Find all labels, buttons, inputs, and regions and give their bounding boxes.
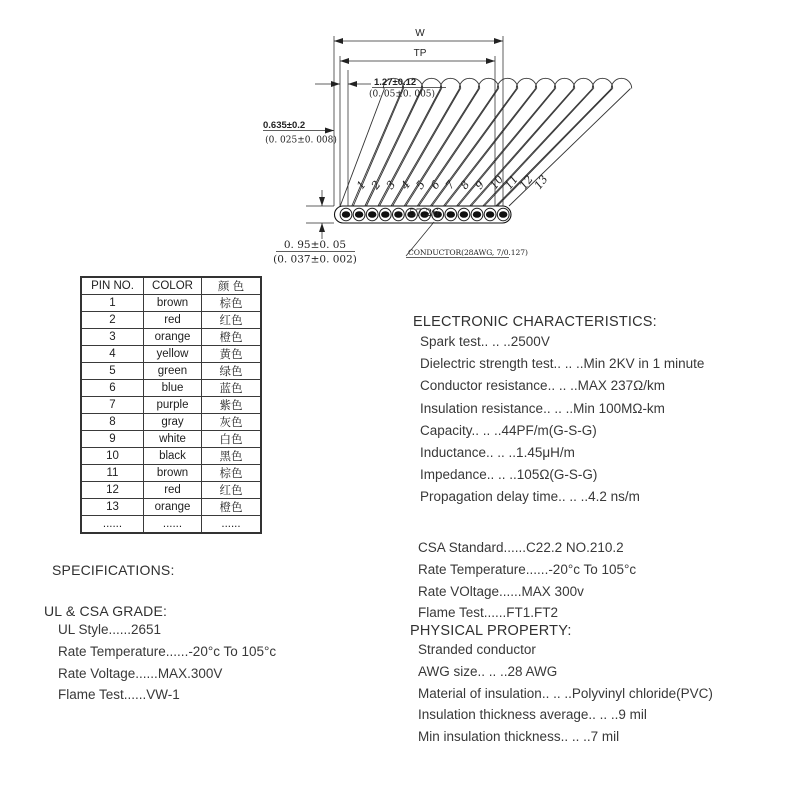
pin-cell: 1 [81, 295, 144, 312]
table-row [81, 448, 261, 465]
spec-line: Capacity.. .. ..44PF/m(G-S-G) [420, 422, 597, 438]
table-row [81, 312, 261, 329]
table-row [81, 414, 261, 431]
color-cell: yellow [144, 346, 202, 363]
spec-line: Rate Voltage......MAX.300V [58, 665, 223, 681]
conductor-core [499, 211, 507, 218]
tube-cap [459, 78, 479, 88]
col-color-cn: 颜 色 [202, 277, 262, 295]
color-cell: red [144, 482, 202, 499]
tube-edge [430, 89, 516, 207]
tube-cap [573, 78, 593, 88]
color-cell: brown [144, 465, 202, 482]
conductor-core [460, 211, 468, 218]
dim-pitch-mm: 1.27±0.12 [374, 77, 417, 88]
table-row [81, 295, 261, 312]
spec-line: Propagation delay time.. .. ..4.2 ns/m [420, 489, 640, 505]
spec-line: Conductor resistance.. .. ..MAX 237Ω/km [420, 378, 665, 394]
pin-cell: 11 [81, 465, 144, 482]
conductor-number: 12 [516, 172, 536, 192]
color-cn-cell: 黑色 [202, 448, 262, 465]
dim-pitch-in: (0. 05±0. 005) [368, 89, 436, 100]
conductor-number: 6 [428, 178, 443, 192]
table-row [81, 346, 261, 363]
dim-thickness-in: (0. 037±0. 002) [273, 253, 357, 266]
ul-csa-grade-block [44, 603, 276, 706]
tube-cap [516, 78, 536, 88]
spec-line: Insulation thickness average.. .. ..9 mil [418, 707, 647, 723]
pin-cell: 12 [81, 482, 144, 499]
table-row [81, 363, 261, 380]
color-cn-cell: 灰色 [202, 414, 262, 431]
conductor-core [394, 211, 402, 218]
csa-standard-block [418, 537, 636, 624]
conductor-number: 9 [472, 178, 488, 192]
color-cn-cell: 棕色 [202, 295, 262, 312]
color-cn-cell: 红色 [202, 312, 262, 329]
conductor-core [473, 211, 481, 218]
conductor-number: 7 [442, 178, 458, 192]
color-cn-cell: 蓝色 [202, 380, 262, 397]
tube-cap [535, 78, 555, 88]
tube-cap [421, 78, 441, 88]
table-row [81, 499, 261, 516]
color-cell: blue [144, 380, 202, 397]
conductor-number: 5 [413, 178, 428, 192]
table-row [81, 431, 261, 448]
table-header-row [81, 277, 261, 295]
conductor-core [486, 211, 494, 218]
electronic-characteristics-block [413, 314, 704, 509]
color-cn-cell: 红色 [202, 482, 262, 499]
dim-w-label: W [415, 28, 425, 39]
tube-cap [478, 78, 498, 88]
ul-csa-grade-heading: UL & CSA GRADE: [44, 603, 168, 619]
pin-cell: 10 [81, 448, 144, 465]
tube-cap [611, 78, 631, 88]
spec-line: Rate Temperature......-20°c To 105°c [58, 643, 277, 659]
dim-tp-label: TP [413, 48, 427, 59]
conductor-number: 3 [383, 178, 399, 192]
electronic-heading: ELECTRONIC CHARACTERISTICS: [413, 314, 657, 330]
col-pin-no: PIN NO. [81, 277, 144, 295]
pin-cell: 4 [81, 346, 144, 363]
conductor-core [368, 211, 376, 218]
conductor-number: 2 [368, 178, 384, 192]
spec-line: UL Style......2651 [58, 622, 162, 637]
pin-cell: 13 [81, 499, 144, 516]
dim-edge-mm: 0.635±0.2 [263, 120, 306, 131]
table-row [81, 380, 261, 397]
conductor-note: CONDUCTOR(28AWG, 7/0.127) [408, 248, 528, 257]
color-cell: ...... [144, 516, 202, 533]
spec-line: Spark test.. .. ..2500V [420, 334, 550, 349]
conductor-number: 1 [354, 178, 369, 192]
color-cn-cell: 绿色 [202, 363, 262, 380]
specifications-title: SPECIFICATIONS: [52, 562, 175, 578]
spec-line: CSA Standard......C22.2 NO.210.2 [418, 540, 624, 555]
color-cn-cell: 棕色 [202, 465, 262, 482]
spec-line: Stranded conductor [418, 642, 536, 657]
color-cn-cell: 橙色 [202, 329, 262, 346]
spec-line: Min insulation thickness.. .. ..7 mil [418, 729, 620, 745]
table-row [81, 516, 261, 533]
tube-edge [432, 89, 518, 207]
pin-cell: 5 [81, 363, 144, 380]
color-cell: white [144, 431, 202, 448]
color-cell: orange [144, 499, 202, 516]
dim-edge-in: (0. 025±0. 008) [265, 135, 337, 146]
physical-property-block [410, 623, 713, 748]
cable-angle-label: 57.26 [408, 207, 440, 219]
tube-cap [592, 78, 612, 88]
tube-cap [440, 78, 460, 88]
color-cn-cell: 白色 [202, 431, 262, 448]
color-cn-cell: 橙色 [202, 499, 262, 516]
color-cell: orange [144, 329, 202, 346]
pin-cell: 8 [81, 414, 144, 431]
color-cell: gray [144, 414, 202, 431]
spec-line: AWG size.. .. ..28 AWG [418, 663, 558, 679]
physical-heading: PHYSICAL PROPERTY: [410, 623, 572, 639]
color-cell: green [144, 363, 202, 380]
spec-line: Dielectric strength test.. .. ..Min 2KV in 1 minute [420, 356, 705, 372]
pin-color-table [80, 276, 262, 534]
spec-line: Inductance.. .. ..1.45μH/m [420, 445, 575, 461]
color-cn-cell: 紫色 [202, 397, 262, 414]
pin-cell: 7 [81, 397, 144, 414]
color-cell: black [144, 448, 202, 465]
tube-cap [554, 78, 574, 88]
spec-line: Flame Test......FT1.FT2 [418, 605, 559, 621]
pin-cell: 3 [81, 329, 144, 346]
conductor-core [447, 211, 455, 218]
color-cell: brown [144, 295, 202, 312]
dimension-annotations [263, 28, 528, 266]
color-cn-cell: ...... [202, 516, 262, 533]
conductor-core [381, 211, 389, 218]
color-cell: red [144, 312, 202, 329]
color-cn-cell: 黄色 [202, 346, 262, 363]
conductor-number: 10 [487, 172, 507, 192]
table-row [81, 397, 261, 414]
conductor-number: 4 [398, 178, 414, 192]
spec-line: Insulation resistance.. .. ..Min 100MΩ-km [420, 400, 665, 416]
conductor-core [355, 211, 363, 218]
pin-cell: 2 [81, 312, 144, 329]
spec-line: Rate VOltage......MAX 300v [418, 583, 584, 599]
spec-line: Impedance.. .. ..105Ω(G-S-G) [420, 467, 598, 483]
conductor-number: 13 [531, 172, 551, 192]
dim-thickness-mm: 0. 95±0. 05 [283, 239, 347, 251]
conductor-number: 8 [457, 178, 473, 192]
table-row [81, 465, 261, 482]
pin-cell: 9 [81, 431, 144, 448]
cable-diagram [0, 0, 800, 272]
pin-cell: 6 [81, 380, 144, 397]
conductor-number: 11 [502, 172, 521, 192]
conductor-core [342, 211, 350, 218]
table-row [81, 329, 261, 346]
col-color: COLOR [144, 277, 202, 295]
spec-line: Rate Temperature......-20°c To 105°c [418, 561, 637, 577]
color-cell: purple [144, 397, 202, 414]
tube-cap [497, 78, 517, 88]
table-row [81, 482, 261, 499]
pin-cell: ...... [81, 516, 144, 533]
spec-line: Flame Test......VW-1 [58, 687, 180, 703]
spec-line: Material of insulation.. .. ..Polyvinyl chloride(PVC) [418, 685, 713, 701]
